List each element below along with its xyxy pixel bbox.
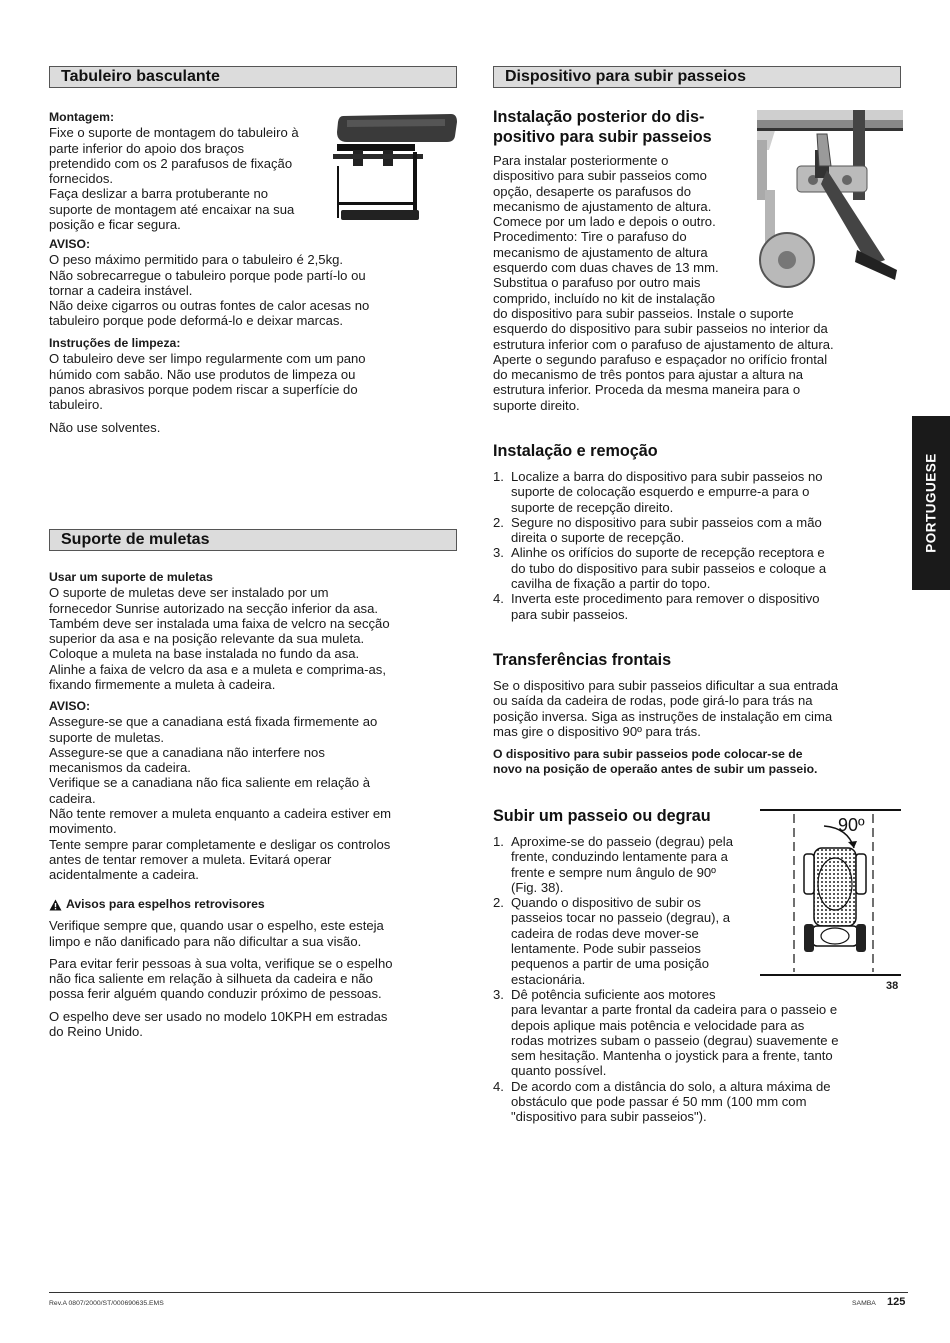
limpeza-label: Instruções de limpeza: xyxy=(49,336,181,350)
aviso-label: AVISO: xyxy=(49,237,91,251)
text-line: suporte direito. xyxy=(493,397,580,413)
text-line: Aperte o segundo parafuso e espaçador no orifício frontal xyxy=(493,351,828,367)
text-line: depois aplique mais potência e velocidade para as xyxy=(511,1017,805,1033)
list-number: 1. xyxy=(493,834,504,849)
text-line: ou saída da cadeira de rodas, pode girá-lo para trás na xyxy=(493,693,813,709)
text-line: Não use solventes. xyxy=(49,420,161,435)
text-line: superior da asa e na posição relevante da sua muleta. xyxy=(49,631,365,647)
heading-subir-passeio: Subir um passeio ou degrau xyxy=(493,807,711,825)
section-header-dispositivo: Dispositivo para subir passeios xyxy=(493,66,901,88)
page-number: 125 xyxy=(887,1296,906,1308)
text-line: Alinhe os orifícios do suporte de recepção receptora e xyxy=(511,545,825,561)
section-header-tabuleiro: Tabuleiro basculante xyxy=(49,66,457,88)
text-line: panos abrasivos porque podem riscar a superfície do xyxy=(49,381,358,397)
list-number: 1. xyxy=(493,469,504,484)
text-line: direita o suporte de recepção. xyxy=(511,530,685,546)
text-line: para subir passeios. xyxy=(511,606,629,622)
heading-line: Instalação posterior do dis- xyxy=(493,108,705,126)
text-line: Coloque a muleta na base instalada no fundo da asa. xyxy=(49,646,360,662)
text-line: Verifique sempre que, quando usar o espelho, este esteja xyxy=(49,918,384,934)
text-line: Não deixe cigarros ou outras fontes de calor acesas no xyxy=(49,298,370,314)
tabuleiro-aviso xyxy=(49,237,449,329)
muletas-aviso xyxy=(49,699,454,883)
text-line: O espelho deve ser usado no modelo 10KPH em estradas xyxy=(49,1008,388,1024)
text-line: Substitua o parafuso por outro mais xyxy=(493,275,701,291)
espelhos-label: Avisos para espelhos retrovisores xyxy=(66,897,265,911)
muletas-usar xyxy=(49,570,454,692)
text-line: Segure no dispositivo para subir passeios com a mão xyxy=(511,514,822,530)
subir-list xyxy=(493,834,865,1125)
text-line: estacionária. xyxy=(511,971,586,987)
text-line: Assegure-se que a canadiana não interfere nos xyxy=(49,744,325,760)
text-line: Também deve ser instalada uma faixa de velcro na secção xyxy=(49,615,390,631)
heading-instalacao-posterior xyxy=(493,108,753,147)
text-line: passeios tocar no passeio (degrau), a xyxy=(511,910,731,926)
text-line: sem hesitação. Mantenha o joystick para a frente, tanto xyxy=(511,1048,833,1064)
text-line: não fica saliente em relação à silhueta da cadeira e não xyxy=(49,971,373,987)
espelhos-warning xyxy=(49,897,454,1039)
heading-transferencias: Transferências frontais xyxy=(493,651,672,669)
text-line: esquerdo do dispositivo para subir passeios no interior da xyxy=(493,321,828,337)
transferencias-body xyxy=(493,678,873,778)
text-line: esquerdo com duas chaves de 13 mm. xyxy=(493,260,719,276)
text-line: do mecanismo de três pontos para ajustar a altura na xyxy=(493,367,804,383)
text-line: Dê potência suficiente aos motores xyxy=(511,986,716,1002)
list-item xyxy=(493,515,868,546)
text-line: tornar a cadeira instável. xyxy=(49,282,193,298)
text-line: mecanismos da cadeira. xyxy=(49,760,191,776)
list-item xyxy=(493,591,868,622)
text-line: obstáculo que pode passar é 50 mm (100 mm com xyxy=(511,1094,807,1110)
list-number: 4. xyxy=(493,1078,504,1094)
list-item xyxy=(493,545,868,591)
tabuleiro-body xyxy=(49,110,339,232)
bold-note-line: novo na posição de operaão antes de subir um passeio. xyxy=(493,762,818,777)
text-line: mas gire o dispositivo 90º para trás. xyxy=(493,723,701,739)
text-line: suporte de recepção direito. xyxy=(511,499,674,515)
text-line: Faça deslizar a barra protuberante no xyxy=(49,186,269,202)
list-number: 2. xyxy=(493,895,504,911)
list-number: 4. xyxy=(493,591,504,607)
text-line: dispositivo para subir passeios como xyxy=(493,168,707,184)
text-line: estrutura inferior. Proceda da mesma maneira para o xyxy=(493,382,801,398)
posterior-body xyxy=(493,153,868,413)
list-number: 2. xyxy=(493,514,504,530)
text-line: Localize a barra do dispositivo para subir passeios no xyxy=(511,469,823,484)
text-line: acidentalmente a cadeira. xyxy=(49,867,199,883)
text-line: para levantar a parte frontal da cadeira para o passeio e xyxy=(511,1002,838,1018)
aviso-label: AVISO: xyxy=(49,699,91,713)
text-line: quanto possível. xyxy=(511,1063,607,1079)
tabuleiro-limpeza xyxy=(49,336,449,412)
language-side-tab xyxy=(912,416,950,590)
text-line: suporte de montagem até encaixar na sua xyxy=(49,201,295,217)
text-line: (Fig. 38). xyxy=(511,879,564,895)
bold-note-line: O dispositivo para subir passeios pode colocar-se de xyxy=(493,747,803,762)
text-line: pretendido com os 2 parafusos de fixação xyxy=(49,155,293,171)
text-line: estrutura inferior com o parafuso de ajustamento de altura. xyxy=(493,336,834,352)
text-line: fornecedor Sunrise autorizado na secção inferior da asa. xyxy=(49,600,378,616)
figure-number: 38 xyxy=(886,980,899,992)
tray-illustration xyxy=(333,110,458,226)
text-line: do dispositivo para subir passeios. Instale o suporte xyxy=(493,305,794,321)
text-line: tabuleiro porque pode deformá-lo e deixar marcas. xyxy=(49,313,344,329)
section-header-muletas: Suporte de muletas xyxy=(49,529,457,551)
text-line: comprido, incluído no kit de instalação xyxy=(493,290,715,306)
text-line: mecanismo de ajustamento de altura xyxy=(493,244,708,260)
text-line: suporte de muletas. xyxy=(49,729,164,745)
text-line: movimento. xyxy=(49,821,117,837)
footer-rule xyxy=(49,1292,908,1293)
usar-label: Usar um suporte de muletas xyxy=(49,570,213,584)
text-line: Aproxime-se do passeio (degrau) pela xyxy=(511,834,733,849)
text-line: cadeira. xyxy=(49,790,96,806)
warning-triangle-icon xyxy=(49,899,62,911)
fig-angle-label: 90º xyxy=(838,815,865,835)
list-item xyxy=(493,895,865,987)
footer-model: SAMBA xyxy=(852,1300,876,1307)
text-line: Para evitar ferir pessoas à sua volta, verifique se o espelho xyxy=(49,955,393,971)
text-line: tabuleiro. xyxy=(49,397,103,413)
espelhos-label-row xyxy=(49,897,454,912)
list-item xyxy=(493,1079,865,1125)
text-line: Se o dispositivo para subir passeios dificultar a sua entrada xyxy=(493,678,838,693)
text-line: lentamente. Pode subir passeios xyxy=(511,941,701,957)
instalacao-list xyxy=(493,469,868,622)
text-line: rodas motrizes subam o passeio (degrau) suavemente e xyxy=(511,1032,839,1048)
list-item xyxy=(493,834,865,895)
text-line: Procedimento: Tire o parafuso do xyxy=(493,229,687,245)
text-line: "dispositivo para subir passeios"). xyxy=(511,1109,707,1125)
text-line: posição inversa. Siga as instruções de instalação em cima xyxy=(493,708,833,724)
text-line: Verifique se a canadiana não fica saliente em relação à xyxy=(49,775,371,791)
text-line: Não tente remover a muleta enquanto a cadeira estiver em xyxy=(49,806,392,822)
text-line: possa ferir alguém quando conduzir próximo de pessoas. xyxy=(49,986,382,1002)
text-line: húmido com sabão. Não use produtos de limpeza ou xyxy=(49,366,356,382)
text-line: Inverta este procedimento para remover o dispositivo xyxy=(511,591,820,607)
text-line: Tente sempre parar completamente e desligar os controlos xyxy=(49,836,391,852)
text-line: Fixe o suporte de montagem do tabuleiro à xyxy=(49,125,299,141)
text-line: cadeira de rodas deve mover-se xyxy=(511,925,699,941)
text-line: O peso máximo permitido para o tabuleiro é 2,5kg. xyxy=(49,252,344,268)
heading-line: positivo para subir passeios xyxy=(493,127,712,146)
footer-revision: Rev.A 0807/2000/ST/000690635.EMS xyxy=(49,1300,164,1307)
text-line: Não sobrecarregue o tabuleiro porque pode partí-lo ou xyxy=(49,267,366,283)
text-line: posição e ficar segura. xyxy=(49,217,181,233)
text-line: mecanismo de ajustamento de altura. xyxy=(493,198,712,214)
text-line: fornecidos. xyxy=(49,171,114,187)
montagem-label: Montagem: xyxy=(49,110,114,124)
text-line: frente e sempre num ângulo de 90º xyxy=(511,864,716,880)
text-line: do tubo do dispositivo para subir passeios e coloque a xyxy=(511,560,827,576)
text-line: O tabuleiro deve ser limpo regularmente com um pano xyxy=(49,351,366,367)
text-line: suporte de colocação esquerdo e empurre-a para o xyxy=(511,484,810,500)
text-line: limpo e não danificado para não dificultar a sua visão. xyxy=(49,933,362,949)
text-line: Quando o dispositivo de subir os xyxy=(511,895,701,911)
text-line: De acordo com a distância do solo, a altura máxima de xyxy=(511,1078,831,1094)
list-number: 3. xyxy=(493,545,504,561)
list-item xyxy=(493,987,865,1079)
list-number: 3. xyxy=(493,986,504,1002)
text-line: antes de tentar remover a muleta. Evitará operar xyxy=(49,851,332,867)
language-label: PORTUGUESE xyxy=(923,453,939,553)
tabuleiro-solventes xyxy=(49,420,449,435)
text-line: Para instalar posteriormente o xyxy=(493,153,669,168)
text-line: do Reino Unido. xyxy=(49,1024,143,1040)
heading-instalacao-remocao: Instalação e remoção xyxy=(493,442,658,460)
text-line: parte inferior do apoio dos braços xyxy=(49,140,245,156)
text-line: opção, desaperte os parafusos do xyxy=(493,183,691,199)
text-line: fixando firmemente a muleta à cadeira. xyxy=(49,677,276,693)
list-item xyxy=(493,469,868,515)
text-line: O suporte de muletas deve ser instalado por um xyxy=(49,585,329,601)
text-line: frente, conduzindo lentamente para a xyxy=(511,849,728,865)
text-line: cavilha de fixação a partir do topo. xyxy=(511,576,711,592)
text-line: Alinhe a faixa de velcro da asa e a muleta e comprima-as, xyxy=(49,661,386,677)
text-line: Comece por um lado e depois o outro. xyxy=(493,214,716,230)
text-line: Assegure-se que a canadiana está fixada firmemente ao xyxy=(49,714,378,730)
text-line: pequenos a partir de uma posição xyxy=(511,956,709,972)
